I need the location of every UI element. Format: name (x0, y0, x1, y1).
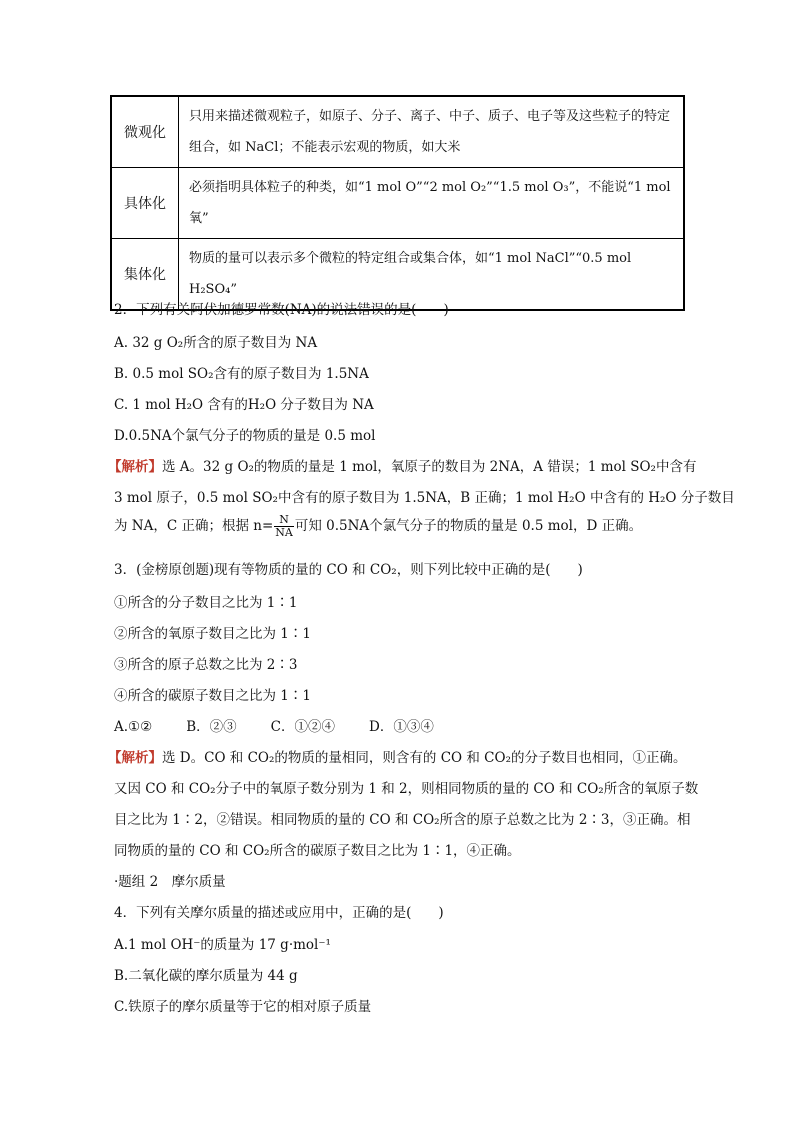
q3-option-c: C．①②④ (270, 719, 336, 735)
q2-analysis-line-3 (114, 514, 642, 539)
analysis-text: 为 NA，C 正确；根据 n= (114, 518, 274, 534)
definition-table (110, 95, 685, 311)
table-row (111, 168, 684, 239)
section-heading: ·题组 2 摩尔质量 (114, 874, 226, 890)
analysis-text: 可知 0.5NA个氯气分子的物质的量是 0.5 mol，D 正确。 (294, 518, 643, 534)
term-cell: 集体化 (111, 239, 179, 311)
q3-statement-3: ③所含的原子总数之比为 2∶3 (114, 657, 298, 673)
q3-statement-2: ②所含的氧原子数目之比为 1∶1 (114, 626, 311, 642)
desc-cell: 物质的量可以表示多个微粒的特定组合或集合体，如“1 mol NaCl”“0.5 mol H₂SO₄” (179, 239, 685, 311)
desc-cell: 必须指明具体粒子的种类，如“1 mol O”“2 mol O₂”“1.5 mol O₃”，不能说“1 mol 氧” (179, 168, 685, 239)
q3-analysis-line-3: 目之比为 1∶2，②错误。相同物质的量的 CO 和 CO₂所含的原子总数之比为 2∶3，③正确。相 (114, 812, 691, 828)
analysis-text: 选 D。CO 和 CO₂的物质的量相同，则含有的 CO 和 CO₂的分子数目也相同，①正确。 (162, 750, 687, 766)
analysis-tag: 【解析】 (108, 750, 162, 766)
q3-statement-4: ④所含的碳原子数目之比为 1∶1 (114, 688, 311, 704)
q2-option-b: B. 0.5 mol SO₂含有的原子数目为 1.5NA (114, 366, 369, 382)
term-cell: 具体化 (111, 168, 179, 239)
q3-option-b: B．②③ (186, 719, 237, 735)
table-row (111, 96, 684, 168)
q3-analysis-line-2: 又因 CO 和 CO₂分子中的氧原子数分别为 1 和 2，则相同物质的量的 CO 和 CO₂所含的氧原子数 (114, 781, 699, 797)
q3-statement-1: ①所含的分子数目之比为 1∶1 (114, 595, 298, 611)
analysis-tag: 【解析】 (108, 459, 162, 475)
q3-option-d: D．①③④ (369, 719, 434, 735)
analysis-text: 选 A。32 g O₂的物质的量是 1 mol，氧原子的数目为 2NA，A 错误；1 mol SO₂中含有 (162, 459, 697, 475)
q4-stem: 4．下列有关摩尔质量的描述或应用中，正确的是( ) (114, 905, 444, 921)
desc-cell: 只用来描述微观粒子，如原子、分子、离子、中子、质子、电子等及这些粒子的特定组合，如 NaCl；不能表示宏观的物质，如大米 (179, 96, 685, 168)
q2-option-c: C. 1 mol H₂O 含有的H₂O 分子数目为 NA (114, 397, 374, 413)
term-cell: 微观化 (111, 96, 179, 168)
q3-stem: 3．(金榜原创题)现有等物质的量的 CO 和 CO₂，则下列比较中正确的是( ) (114, 562, 583, 578)
q4-option-c: C.铁原子的摩尔质量等于它的相对原子质量 (114, 999, 372, 1015)
q3-option-a: A.①② (114, 719, 153, 735)
q2-option-a: A. 32 g O₂所含的原子数目为 NA (114, 335, 318, 351)
q3-analysis-line-4: 同物质的量的 CO 和 CO₂所含的碳原子数目之比为 1∶1，④正确。 (114, 843, 521, 859)
fraction-numerator: N (274, 514, 294, 527)
q2-option-d: D.0.5NA个氯气分子的物质的量是 0.5 mol (114, 428, 376, 444)
q2-analysis-line-1 (108, 455, 696, 475)
q2-analysis-line-2: 3 mol 原子，0.5 mol SO₂中含有的原子数目为 1.5NA，B 正确；1 mol H₂O 中含有的 H₂O 分子数目 (114, 490, 735, 506)
fraction (274, 514, 294, 539)
q3-analysis-line-1 (108, 746, 686, 766)
q2-stem: 2．下列有关阿伏加德罗常数(NA)的说法错误的是( ) (114, 302, 449, 318)
q4-option-b: B.二氧化碳的摩尔质量为 44 g (114, 968, 298, 984)
q3-options (114, 715, 434, 735)
q4-option-a: A.1 mol OH⁻的质量为 17 g·mol⁻¹ (114, 937, 331, 953)
fraction-denominator: NA (275, 526, 293, 539)
